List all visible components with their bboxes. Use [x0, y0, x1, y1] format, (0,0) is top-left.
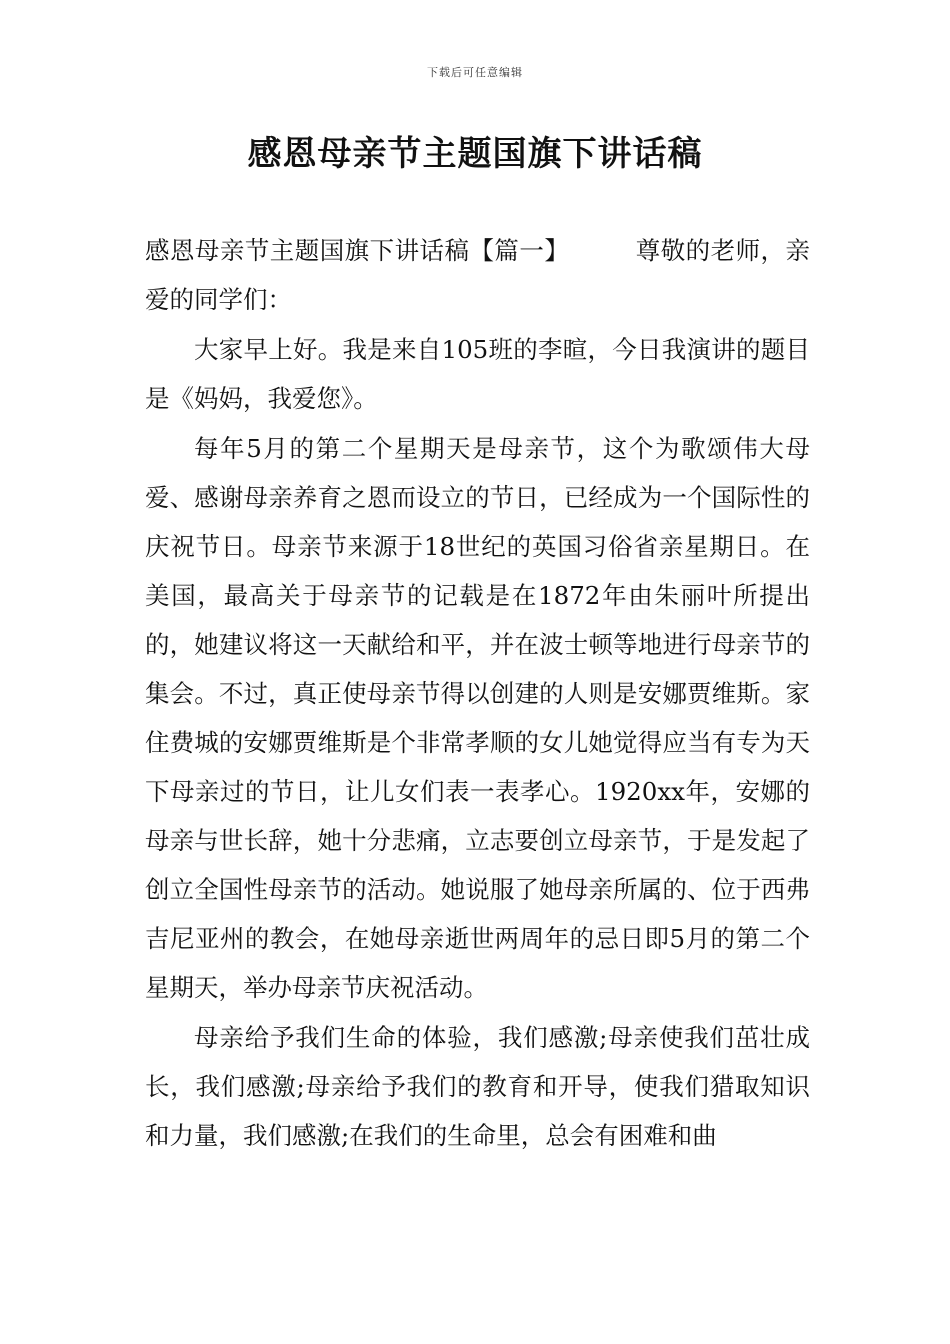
paragraph-gratitude: 母亲给予我们生命的体验，我们感激;母亲使我们茁壮成长，我们感激;母亲给予我们的教育和开导，使我们猎取知识和力量，我们感激;在我们的生命里，总会有困难和曲: [145, 1023, 810, 1150]
intro-paragraph: [145, 226, 810, 324]
paragraph-history: 每年5月的第二个星期天是母亲节，这个为歌颂伟大母爱、感谢母亲养育之恩而设立的节日，已经成为一个国际性的庆祝节日。母亲节来源于18世纪的英国习俗省亲星期日。在美国，最高关于母亲节的记载是在1872年由朱丽叶所提出的，她建议将这一天献给和平，并在波士顿等地进行母亲节的集会。不过，真正使母亲节得以创建的人则是安娜贾维斯。家住费城的安娜贾维斯是个非常孝顺的女儿她觉得应当有专为天下母亲过的节日，让儿女们表一表孝心。1920xx年，安娜的母亲与世长辞，她十分悲痛，立志要创立母亲节，于是发起了创立全国性母亲节的活动。她说服了她母亲所属的、位于西弗吉尼亚州的教会，在她母亲逝世两周年的忌日即5月的第二个星期天，举办母亲节庆祝活动。: [145, 434, 810, 1002]
section-heading: 感恩母亲节主题国旗下讲话稿【篇一】: [145, 236, 570, 265]
page-header-note: 下载后可任意编辑: [427, 66, 523, 79]
paragraph-greeting: 大家早上好。我是来自105班的李暄，今日我演讲的题目是《妈妈，我爱您》。: [145, 335, 810, 413]
salutation: 尊敬的老师，亲爱的同学们：: [145, 236, 811, 314]
document-title: 感恩母亲节主题国旗下讲话稿: [247, 134, 703, 174]
document-body: [145, 226, 810, 1161]
